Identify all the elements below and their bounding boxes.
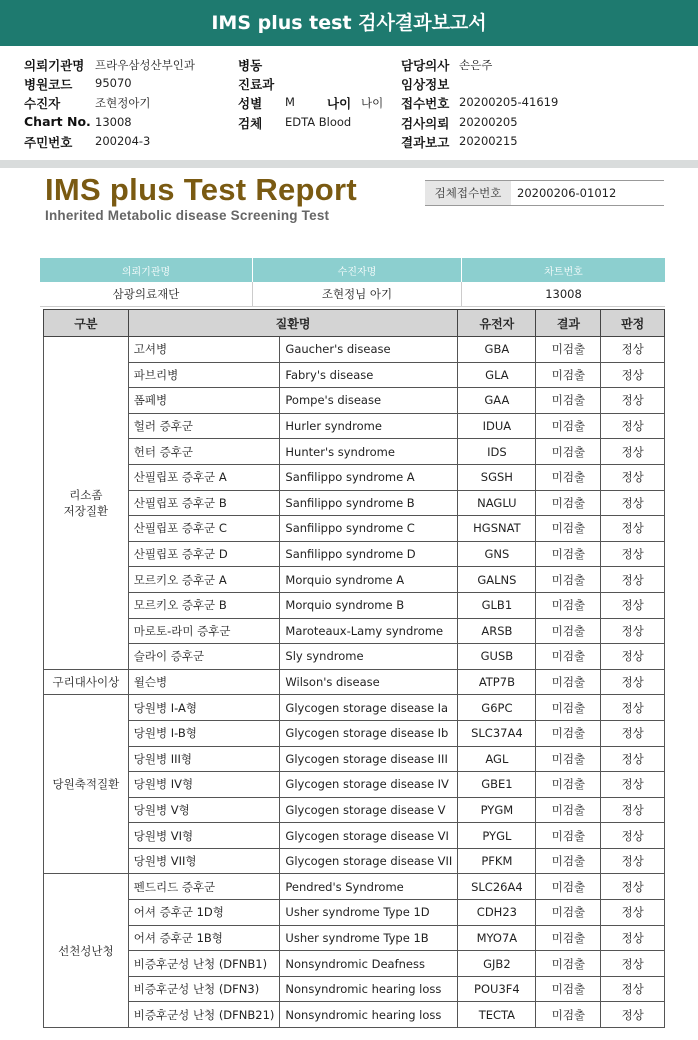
disease-english-cell: Pompe's disease [280,388,458,414]
gene-cell: ATP7B [458,669,536,695]
result-cell: 미검출 [536,567,601,593]
info-label-specimen: 검체 [238,116,263,131]
institution-value-name: 삼광의료재단 [40,282,253,307]
report-subtitle: Inherited Metabolic disease Screening Test [45,208,330,223]
table-row [44,797,665,823]
disease-korean-cell: 윌슨병 [128,669,280,695]
results-body [44,337,665,1028]
result-cell: 미검출 [536,592,601,618]
result-cell: 미검출 [536,874,601,900]
judgement-cell: 정상 [601,823,665,849]
judgement-cell: 정상 [601,541,665,567]
disease-korean-cell: 헌터 증후군 [128,439,280,465]
disease-korean-cell: 고셔병 [128,337,280,363]
disease-english-cell: Gaucher's disease [280,337,458,363]
result-cell: 미검출 [536,823,601,849]
institution-header-chart: 차트번호 [462,258,666,282]
result-cell: 미검출 [536,772,601,798]
disease-korean-cell: 비증후군성 난청 (DFNB1) [128,951,280,977]
judgement-cell: 정상 [601,797,665,823]
info-label-resident-no: 주민번호 [24,135,73,150]
disease-english-cell: Sanfilippo syndrome A [280,464,458,490]
info-value-patient: 조현정아기 [95,96,151,110]
info-label-department: 진료과 [238,77,275,92]
receipt-number-value: 20200206-01012 [517,186,617,200]
info-label-accession-no: 접수번호 [401,96,450,111]
report-title: IMS plus Test Report [45,172,358,207]
gene-cell: GUSB [458,644,536,670]
gene-cell: GBE1 [458,772,536,798]
result-cell: 미검출 [536,439,601,465]
info-label-patient: 수진자 [24,96,61,111]
info-label-request-date: 검사의뢰 [401,116,450,131]
category-name: 리소좀 [69,487,103,502]
table-row [44,618,665,644]
result-cell: 미검출 [536,362,601,388]
gene-cell: PYGL [458,823,536,849]
disease-english-cell: Fabry's disease [280,362,458,388]
disease-english-cell: Glycogen storage disease VI [280,823,458,849]
disease-korean-cell: 당원병 V형 [128,797,280,823]
judgement-cell: 정상 [601,1002,665,1028]
table-row [44,951,665,977]
gene-cell: GNS [458,541,536,567]
gene-cell: GAA [458,388,536,414]
disease-korean-cell: 펜드리드 증후군 [128,874,280,900]
patient-info-section [0,52,698,160]
gene-cell: GLB1 [458,592,536,618]
info-value-specimen: EDTA Blood [285,115,352,129]
result-cell: 미검출 [536,925,601,951]
disease-english-cell: Glycogen storage disease III [280,746,458,772]
gene-cell: IDS [458,439,536,465]
result-cell: 미검출 [536,720,601,746]
table-row [44,592,665,618]
gene-cell: GLA [458,362,536,388]
disease-korean-cell: 산필립포 증후군 D [128,541,280,567]
judgement-cell: 정상 [601,644,665,670]
info-value-hospital-code: 95070 [95,76,132,90]
result-cell: 미검출 [536,618,601,644]
disease-korean-cell: 비증후군성 난청 (DFN3) [128,976,280,1002]
table-row [44,388,665,414]
disease-korean-cell: 어셔 증후군 1D형 [128,900,280,926]
table-row [44,644,665,670]
category-cell [44,695,129,874]
disease-korean-cell: 산필립포 증후군 B [128,490,280,516]
report-header-bar [0,0,698,46]
institution-value-patient: 조현정님 아기 [253,282,462,307]
category-cell [44,874,129,1028]
result-cell: 미검출 [536,669,601,695]
gene-cell: GALNS [458,567,536,593]
info-label-institution: 의뢰기관명 [24,58,85,73]
institution-table [40,258,665,307]
table-row [44,337,665,363]
table-row [44,541,665,567]
info-value-chart-no: 13008 [95,115,132,129]
disease-english-cell: Glycogen storage disease Ib [280,720,458,746]
info-value-age: 나이 [361,96,384,110]
table-row [44,567,665,593]
judgement-cell: 정상 [601,976,665,1002]
table-row [44,848,665,874]
receipt-number-box [425,180,664,206]
info-value-request-date: 20200205 [459,115,518,129]
category-name: 구리대사이상 [52,675,120,690]
disease-english-cell: Sanfilippo syndrome D [280,541,458,567]
result-cell: 미검출 [536,413,601,439]
institution-value-chart: 13008 [462,282,666,307]
table-row [44,516,665,542]
gene-cell: SLC37A4 [458,720,536,746]
info-label-ward: 병동 [238,58,263,73]
table-row [44,746,665,772]
info-value-sex: M [285,95,295,109]
judgement-cell: 정상 [601,337,665,363]
table-row [44,669,665,695]
result-cell: 미검출 [536,464,601,490]
info-label-doctor: 담당의사 [401,58,450,73]
result-cell: 미검출 [536,516,601,542]
table-row [44,464,665,490]
judgement-cell: 정상 [601,848,665,874]
judgement-cell: 정상 [601,951,665,977]
result-cell: 미검출 [536,976,601,1002]
disease-korean-cell: 당원병 VII형 [128,848,280,874]
judgement-cell: 정상 [601,695,665,721]
gene-cell: GBA [458,337,536,363]
judgement-cell: 정상 [601,490,665,516]
disease-korean-cell: 산필립포 증후군 C [128,516,280,542]
table-row [44,900,665,926]
info-label-age: 나이 [327,96,352,111]
info-label-clinical-info: 임상정보 [401,77,450,92]
disease-korean-cell: 폼페병 [128,388,280,414]
gene-cell: G6PC [458,695,536,721]
disease-english-cell: Pendred's Syndrome [280,874,458,900]
category-name: 저장질환 [63,503,109,518]
judgement-cell: 정상 [601,516,665,542]
institution-header-patient: 수진자명 [253,258,462,282]
results-header-row [44,310,665,337]
judgement-cell: 정상 [601,439,665,465]
disease-korean-cell: 산필립포 증후군 A [128,464,280,490]
result-cell: 미검출 [536,951,601,977]
disease-english-cell: Morquio syndrome A [280,567,458,593]
info-label-sex: 성별 [238,96,263,111]
header-gene: 유전자 [458,310,536,337]
info-value-resident-no: 200204-3 [95,134,151,148]
gene-cell: POU3F4 [458,976,536,1002]
disease-english-cell: Sanfilippo syndrome C [280,516,458,542]
judgement-cell: 정상 [601,592,665,618]
table-row [44,720,665,746]
disease-english-cell: Nonsyndromic Deafness [280,951,458,977]
disease-korean-cell: 비증후군성 난청 (DFNB21) [128,1002,280,1028]
header-category: 구분 [44,310,129,337]
info-value-report-date: 20200215 [459,134,518,148]
header-judgement: 판정 [601,310,665,337]
info-value-accession-no: 20200205-41619 [459,95,559,109]
judgement-cell: 정상 [601,900,665,926]
disease-korean-cell: 당원병 IV형 [128,772,280,798]
judgement-cell: 정상 [601,413,665,439]
report-sheet [0,168,698,1040]
judgement-cell: 정상 [601,567,665,593]
disease-english-cell: Glycogen storage disease VII [280,848,458,874]
disease-english-cell: Sanfilippo syndrome B [280,490,458,516]
receipt-number-label: 검체접수번호 [425,181,511,205]
result-cell: 미검출 [536,1002,601,1028]
disease-english-cell: Sly syndrome [280,644,458,670]
result-cell: 미검출 [536,541,601,567]
result-cell: 미검출 [536,490,601,516]
disease-english-cell: Wilson's disease [280,669,458,695]
disease-korean-cell: 마로토-라미 증후군 [128,618,280,644]
gene-cell: GJB2 [458,951,536,977]
disease-korean-cell: 모르키오 증후군 B [128,592,280,618]
gene-cell: PFKM [458,848,536,874]
table-row [44,823,665,849]
info-value-institution: 프라우삼성산부인과 [95,58,195,72]
judgement-cell: 정상 [601,746,665,772]
gene-cell: CDH23 [458,900,536,926]
disease-korean-cell: 헐러 증후군 [128,413,280,439]
institution-header-name: 의뢰기관명 [40,258,253,282]
disease-english-cell: Usher syndrome Type 1B [280,925,458,951]
table-row [44,1002,665,1028]
category-name: 당원축적질환 [52,777,120,792]
category-cell [44,669,129,695]
judgement-cell: 정상 [601,388,665,414]
disease-english-cell: Nonsyndromic hearing loss [280,1002,458,1028]
disease-korean-cell: 당원병 I-B형 [128,720,280,746]
disease-english-cell: Usher syndrome Type 1D [280,900,458,926]
table-row [44,362,665,388]
table-row [44,413,665,439]
gene-cell: MYO7A [458,925,536,951]
gene-cell: HGSNAT [458,516,536,542]
results-table [43,309,665,1028]
table-row [44,490,665,516]
disease-english-cell: Hurler syndrome [280,413,458,439]
judgement-cell: 정상 [601,464,665,490]
disease-korean-cell: 모르키오 증후군 A [128,567,280,593]
disease-english-cell: Glycogen storage disease V [280,797,458,823]
result-cell: 미검출 [536,797,601,823]
gene-cell: ARSB [458,618,536,644]
result-cell: 미검출 [536,746,601,772]
result-cell: 미검출 [536,388,601,414]
result-cell: 미검출 [536,848,601,874]
result-cell: 미검출 [536,337,601,363]
gene-cell: AGL [458,746,536,772]
judgement-cell: 정상 [601,874,665,900]
disease-english-cell: Glycogen storage disease IV [280,772,458,798]
header-disease: 질환명 [128,310,458,337]
judgement-cell: 정상 [601,362,665,388]
disease-english-cell: Morquio syndrome B [280,592,458,618]
disease-korean-cell: 어셔 증후군 1B형 [128,925,280,951]
judgement-cell: 정상 [601,925,665,951]
result-cell: 미검출 [536,900,601,926]
gene-cell: TECTA [458,1002,536,1028]
judgement-cell: 정상 [601,618,665,644]
table-row [44,925,665,951]
gene-cell: NAGLU [458,490,536,516]
result-cell: 미검출 [536,695,601,721]
info-label-hospital-code: 병원코드 [24,77,73,92]
disease-korean-cell: 당원병 III형 [128,746,280,772]
table-row [44,439,665,465]
judgement-cell: 정상 [601,669,665,695]
disease-english-cell: Hunter's syndrome [280,439,458,465]
gene-cell: PYGM [458,797,536,823]
gene-cell: SGSH [458,464,536,490]
gene-cell: SLC26A4 [458,874,536,900]
disease-korean-cell: 당원병 I-A형 [128,695,280,721]
table-row [44,695,665,721]
table-row [44,874,665,900]
disease-english-cell: Maroteaux-Lamy syndrome [280,618,458,644]
gene-cell: IDUA [458,413,536,439]
table-row [44,772,665,798]
disease-korean-cell: 파브리병 [128,362,280,388]
table-row [44,976,665,1002]
category-cell [44,337,129,670]
disease-korean-cell: 슬라이 증후군 [128,644,280,670]
disease-korean-cell: 당원병 VI형 [128,823,280,849]
info-label-chart-no: Chart No. [24,114,91,129]
disease-english-cell: Glycogen storage disease Ia [280,695,458,721]
category-name: 선천성난청 [58,943,114,958]
judgement-cell: 정상 [601,772,665,798]
result-cell: 미검출 [536,644,601,670]
judgement-cell: 정상 [601,720,665,746]
report-header-title: IMS plus test 검사결과보고서 [211,12,487,34]
disease-english-cell: Nonsyndromic hearing loss [280,976,458,1002]
info-label-report-date: 결과보고 [401,135,450,150]
header-result: 결과 [536,310,601,337]
info-value-doctor: 손은주 [459,58,493,72]
